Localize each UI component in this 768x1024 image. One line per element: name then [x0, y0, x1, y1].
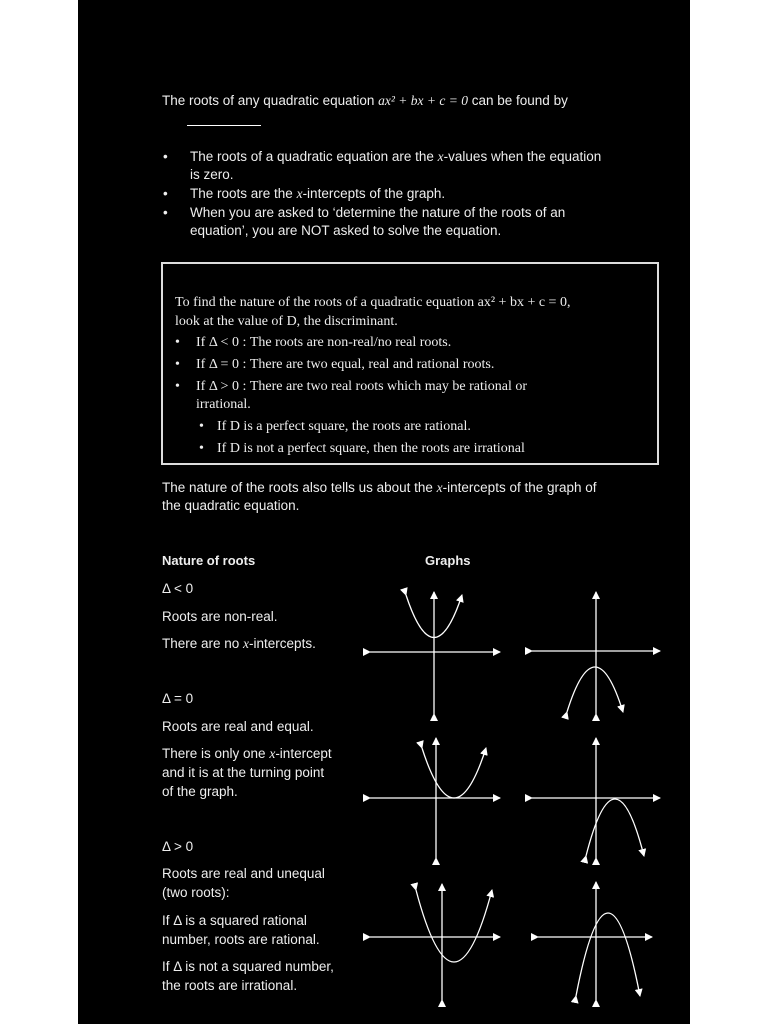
summary-heading: Summary: — [175, 273, 254, 290]
case-2-line-2: There is only one x-intercept — [162, 746, 332, 761]
case-3-line-2: (two roots): — [162, 885, 230, 900]
summary-line-1: To find the nature of the roots of a quadratic equation ax² + bx + c = 0, — [175, 295, 571, 310]
graph-two-roots-up — [370, 884, 500, 1000]
case-2-line-1: Roots are real and equal. — [162, 719, 314, 734]
graph-no-roots-up — [370, 592, 500, 714]
graph-equal-roots-up — [370, 738, 500, 858]
bullet-1: • The roots of a quadratic equation are the x-values when the equation — [163, 149, 602, 164]
graph-equal-roots-down — [532, 738, 660, 858]
bullet-3: • When you are asked to ‘determine the nature of the roots of an — [163, 205, 566, 220]
summary-item-3-cont: irrational. — [196, 397, 251, 412]
case-1-line-2: There are no x-intercepts. — [162, 636, 316, 651]
paragraph-line-2: the quadratic equation. — [162, 498, 300, 513]
case-2-condition: Δ = 0 — [162, 691, 194, 706]
formula-numerator: −b ± √b² − 4ac — [187, 113, 261, 126]
case-1-line-1: Roots are non-real. — [162, 609, 278, 624]
quadratic-equation: ax² + bx + c = 0 — [378, 93, 468, 108]
graph-two-roots-down — [538, 882, 652, 1000]
quadratic-formula-label: x = — [162, 121, 178, 133]
case-3-line-6: the roots are irrational. — [162, 978, 298, 993]
case-3-line-3: If Δ is a squared rational — [162, 913, 307, 928]
formula-denominator: 2a — [225, 130, 236, 142]
case-3-line-5: If Δ is not a squared number, — [162, 959, 334, 974]
case-2-line-4: of the graph. — [162, 784, 238, 799]
summary-subitem-1: • If D is a perfect square, the roots are rational. — [199, 419, 471, 434]
bullet-2: • The roots are the x-intercepts of the graph. — [163, 186, 446, 201]
case-3-line-1: Roots are real and unequal — [162, 866, 325, 881]
section-heading: 2.9.1 Determine the nature of the roots — [162, 64, 528, 86]
paragraph-line-1: The nature of the roots also tells us about the x-intercepts of the graph of — [162, 480, 597, 495]
case-3-condition: Δ > 0 — [162, 839, 194, 854]
page-title: 2.9 The nature of the roots — [162, 4, 527, 36]
column-heading-graphs: Graphs — [425, 553, 471, 568]
intro-line: The roots of any quadratic equation ax² + bx + c = 0 can be found by — [162, 93, 568, 108]
summary-item-2: • If Δ = 0 : There are two equal, real and rational roots. — [175, 357, 495, 372]
column-heading-nature: Nature of roots — [162, 553, 256, 568]
summary-item-3: • If Δ > 0 : There are two real roots which may be rational or — [175, 379, 528, 394]
case-1-condition: Δ < 0 — [162, 581, 194, 596]
case-3-line-4: number, roots are rational. — [162, 932, 320, 947]
graph-no-roots-down — [532, 592, 660, 714]
bullet-1-cont: is zero. — [190, 167, 234, 182]
summary-item-1: • If Δ < 0 : The roots are non-real/no real roots. — [175, 335, 452, 350]
bullet-3-cont: equation’, you are NOT asked to solve the equation. — [190, 223, 502, 238]
summary-line-2: look at the value of D, the discriminant. — [175, 314, 398, 329]
summary-subitem-2: • If D is not a perfect square, then the roots are irrational — [199, 441, 525, 456]
case-2-line-3: and it is at the turning point — [162, 765, 325, 780]
